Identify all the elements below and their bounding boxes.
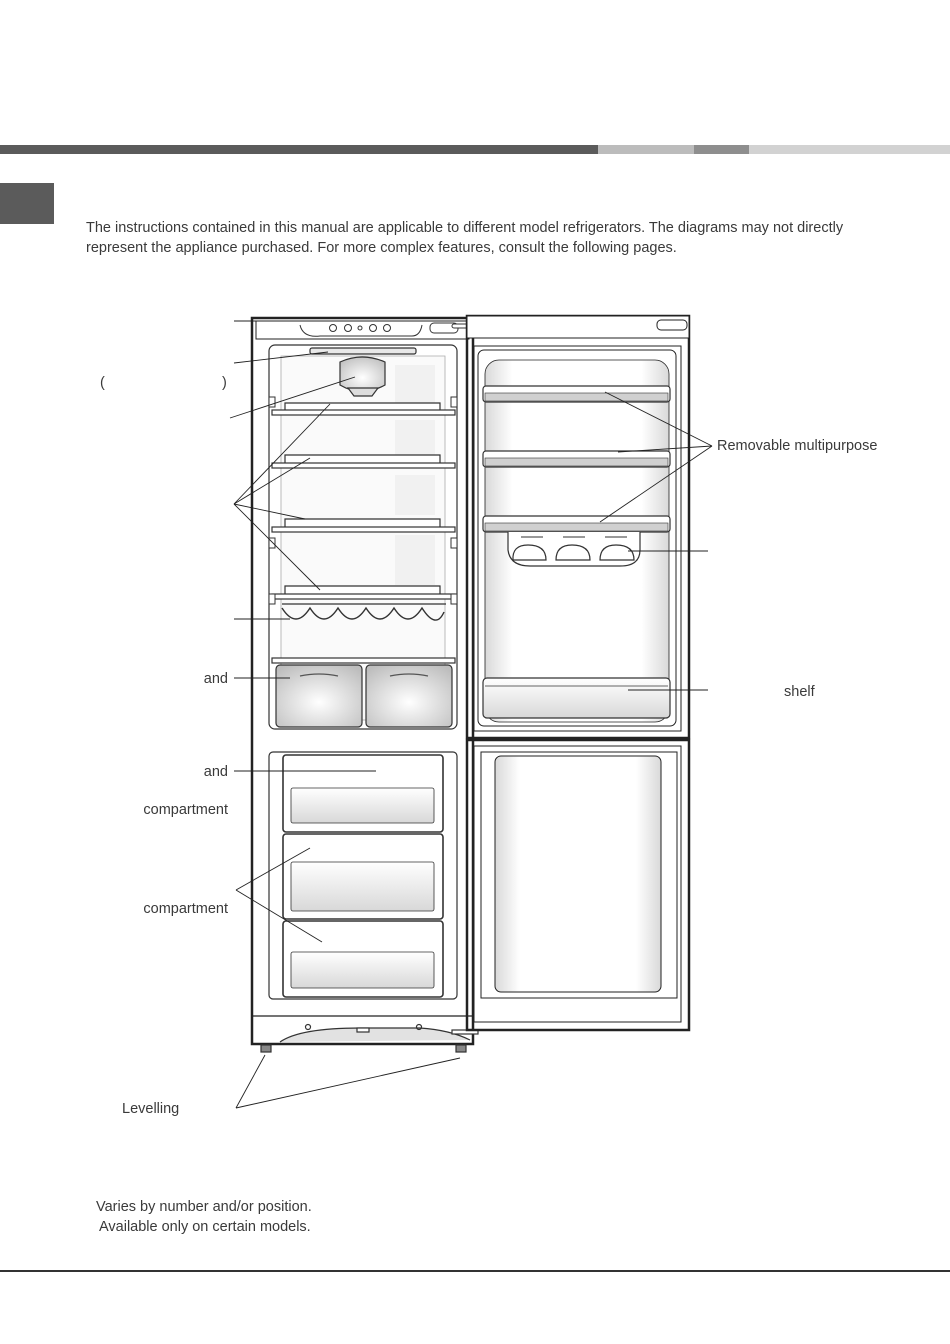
plinth: [261, 1025, 478, 1053]
light-label-paren-open: (: [100, 375, 105, 391]
levelling-label: Levelling: [122, 1101, 180, 1117]
freezer-door: [467, 740, 689, 1030]
intro-text: The instructions contained in this manual are applicable to different model refrigerators. The diagrams may not directly represent the appliance purchased. For more complex features, consult the following pages.: [86, 220, 844, 256]
removable-multipurpose-label: Removable multipurpose: [717, 438, 878, 454]
bottom-rule: [0, 1270, 950, 1272]
freezer-compartment: [269, 752, 457, 999]
crisper-label: and: [203, 764, 228, 780]
light-label-paren-close: ): [222, 375, 227, 391]
footnote-varies: Varies by number and/or position.: [96, 1199, 312, 1215]
shelf-label: shelf: [784, 684, 815, 700]
bottle-rack-label: and: [203, 671, 228, 687]
compartment-label-2: compartment: [143, 901, 228, 917]
footnote-available: Available only on certain models.: [99, 1219, 311, 1235]
compartment-label-1: compartment: [143, 802, 228, 818]
